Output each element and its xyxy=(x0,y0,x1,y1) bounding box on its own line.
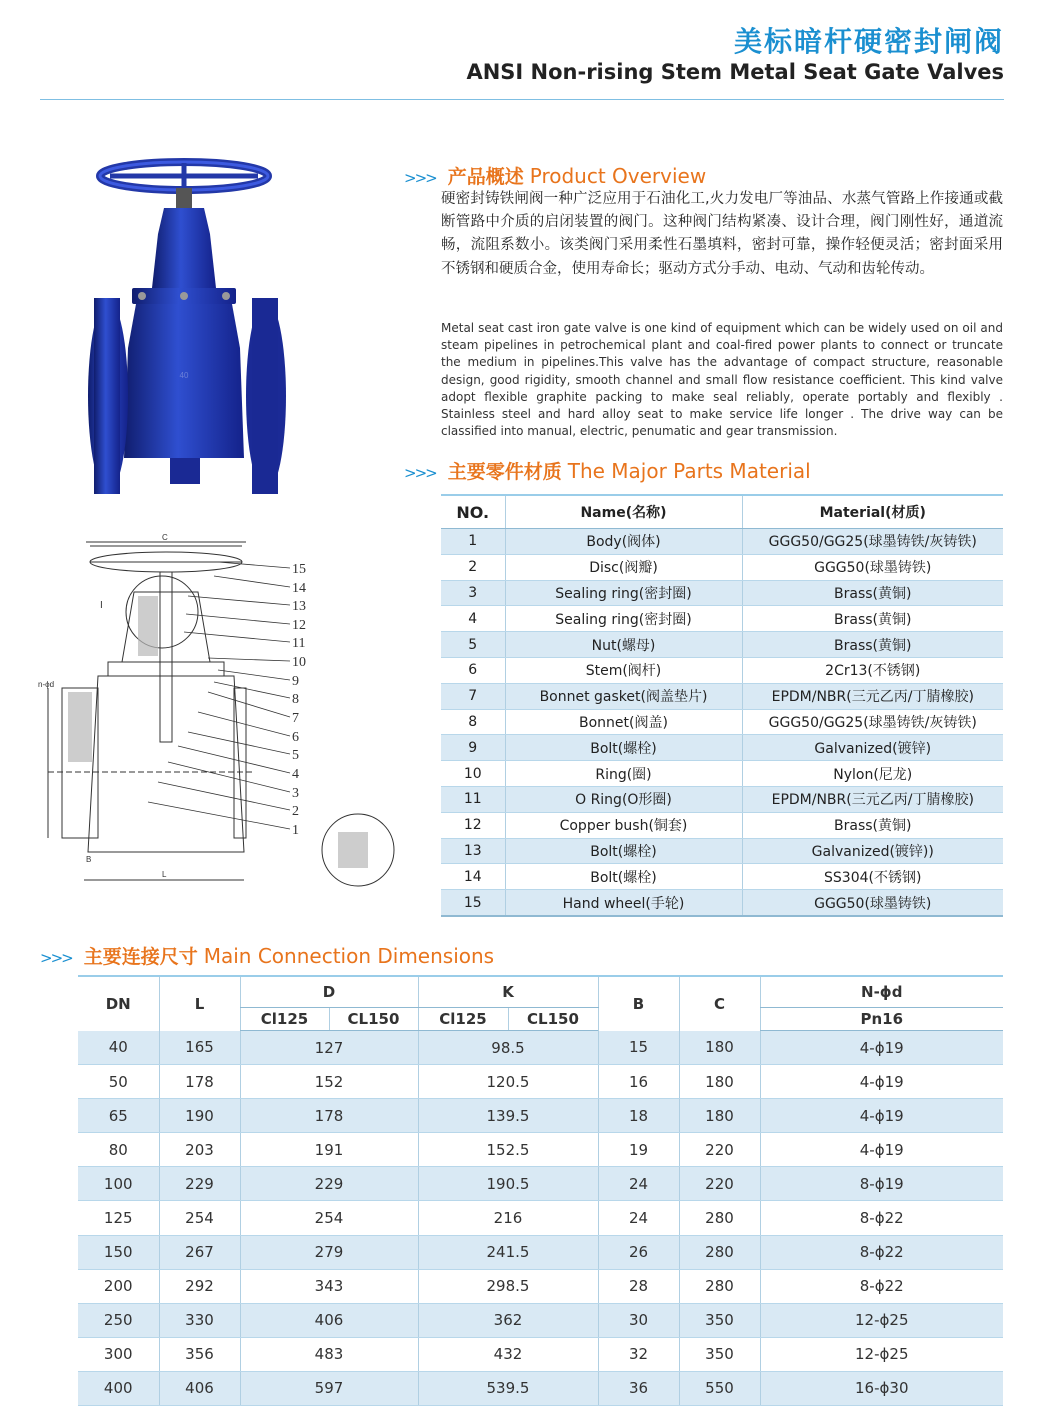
table-cell: GGG50/GG25(球墨铸铁/灰铸铁) xyxy=(742,709,1003,735)
table-cell: 152 xyxy=(240,1065,418,1099)
table-cell: 280 xyxy=(679,1201,760,1235)
parts-arrows-icon: >>> xyxy=(404,464,436,482)
table-cell: 15 xyxy=(441,890,505,916)
table-cell: 100 xyxy=(78,1167,159,1201)
table-cell: 150 xyxy=(78,1235,159,1269)
table-row xyxy=(78,1167,1003,1201)
table-cell: Nut(螺母) xyxy=(505,632,742,658)
table-cell: 26 xyxy=(598,1235,679,1269)
table-row xyxy=(78,1371,1003,1405)
dims-header-pn16: Pn16 xyxy=(760,1008,1003,1031)
drawing-label-10: 10 xyxy=(292,655,306,670)
table-cell: 254 xyxy=(240,1201,418,1235)
table-cell: Bolt(螺栓) xyxy=(505,864,742,890)
table-cell: Body(阀体) xyxy=(505,529,742,555)
drawing-label-1: 1 xyxy=(292,823,299,838)
table-cell: 65 xyxy=(78,1099,159,1133)
table-cell: Sealing ring(密封圈) xyxy=(505,580,742,606)
table-cell: 4 xyxy=(441,606,505,632)
table-row xyxy=(441,864,1003,890)
table-cell: 292 xyxy=(159,1269,240,1303)
table-cell: 180 xyxy=(679,1099,760,1133)
table-row xyxy=(441,890,1003,916)
dimensions-arrows-icon: >>> xyxy=(40,949,72,967)
table-cell: Bolt(螺栓) xyxy=(505,838,742,864)
table-cell: 24 xyxy=(598,1201,679,1235)
table-cell: 15 xyxy=(598,1031,679,1065)
table-cell: 6 xyxy=(441,657,505,683)
dims-header-c: C xyxy=(679,976,760,1031)
table-row xyxy=(441,812,1003,838)
overview-heading-en: Product Overview xyxy=(529,164,707,188)
table-cell: 4-ϕ19 xyxy=(760,1099,1003,1133)
dims-header-nd: N-ϕd xyxy=(760,976,1003,1008)
dimensions-heading-cn: 主要连接尺寸 xyxy=(83,946,198,968)
table-cell: 18 xyxy=(598,1099,679,1133)
table-cell: 191 xyxy=(240,1133,418,1167)
table-cell: 152.5 xyxy=(418,1133,598,1167)
table-cell: 180 xyxy=(679,1031,760,1065)
table-cell: Nylon(尼龙) xyxy=(742,761,1003,787)
table-cell: Ring(圈) xyxy=(505,761,742,787)
page-title-en: ANSI Non-rising Stem Metal Seat Gate Valves xyxy=(466,60,1004,84)
table-cell: 350 xyxy=(679,1337,760,1371)
table-cell: 14 xyxy=(441,864,505,890)
table-cell: Brass(黄铜) xyxy=(742,580,1003,606)
table-cell: 165 xyxy=(159,1031,240,1065)
drawing-detail-marker: I xyxy=(100,600,103,611)
table-cell: 203 xyxy=(159,1133,240,1167)
table-cell: 9 xyxy=(441,735,505,761)
table-row xyxy=(441,709,1003,735)
table-cell: 8-ϕ22 xyxy=(760,1235,1003,1269)
table-row xyxy=(441,606,1003,632)
table-cell: 30 xyxy=(598,1303,679,1337)
drawing-label-8: 8 xyxy=(292,692,299,707)
table-cell: 279 xyxy=(240,1235,418,1269)
table-cell: Bonnet gasket(阀盖垫片) xyxy=(505,683,742,709)
table-cell: Brass(黄铜) xyxy=(742,812,1003,838)
table-row xyxy=(441,632,1003,658)
table-cell: 80 xyxy=(78,1133,159,1167)
drawing-label-4: 4 xyxy=(292,767,299,782)
parts-header-no: NO. xyxy=(441,495,505,529)
dims-header-k-cl150: CL150 xyxy=(508,1008,598,1031)
drawing-label-13: 13 xyxy=(292,599,306,614)
table-cell: SS304(不锈钢) xyxy=(742,864,1003,890)
dimensions-table xyxy=(78,975,1003,1406)
table-row xyxy=(441,786,1003,812)
drawing-label-3: 3 xyxy=(292,786,299,801)
parts-header-name: Name(名称) xyxy=(505,495,742,529)
drawing-dim-c: C xyxy=(162,533,168,542)
table-cell: 200 xyxy=(78,1269,159,1303)
table-cell: 330 xyxy=(159,1303,240,1337)
table-cell: 2 xyxy=(441,554,505,580)
table-cell: 125 xyxy=(78,1201,159,1235)
table-cell: 120.5 xyxy=(418,1065,598,1099)
dims-header-k: K xyxy=(418,976,598,1008)
table-cell: 12 xyxy=(441,812,505,838)
dims-header-d-cl125: Cl125 xyxy=(240,1008,329,1031)
table-cell: Bolt(螺栓) xyxy=(505,735,742,761)
table-cell: 40 xyxy=(78,1031,159,1065)
table-cell: 406 xyxy=(159,1371,240,1405)
table-row xyxy=(441,580,1003,606)
table-cell: EPDM/NBR(三元乙丙/丁腈橡胶) xyxy=(742,786,1003,812)
table-cell: 241.5 xyxy=(418,1235,598,1269)
drawing-dim-l: L xyxy=(162,870,167,879)
table-row xyxy=(78,1133,1003,1167)
drawing-label-2: 2 xyxy=(292,804,299,819)
dims-header-k-cl125: Cl125 xyxy=(418,1008,508,1031)
drawing-label-6: 6 xyxy=(292,730,299,745)
table-cell: 11 xyxy=(441,786,505,812)
table-cell: Galvanized(镀锌) xyxy=(742,735,1003,761)
table-cell: O Ring(O形圈) xyxy=(505,786,742,812)
table-row xyxy=(78,1201,1003,1235)
table-row xyxy=(441,529,1003,555)
table-cell: 216 xyxy=(418,1201,598,1235)
header-divider xyxy=(40,99,1004,100)
table-cell: 190 xyxy=(159,1099,240,1133)
table-row xyxy=(78,1031,1003,1065)
table-cell: 10 xyxy=(441,761,505,787)
drawing-label-7: 7 xyxy=(292,711,299,726)
table-cell: 2Cr13(不锈钢) xyxy=(742,657,1003,683)
table-cell: 362 xyxy=(418,1303,598,1337)
table-cell: 4-ϕ19 xyxy=(760,1031,1003,1065)
parts-heading-en: The Major Parts Material xyxy=(567,459,811,483)
table-cell: 178 xyxy=(240,1099,418,1133)
table-cell: 36 xyxy=(598,1371,679,1405)
table-row xyxy=(78,1303,1003,1337)
table-cell: 597 xyxy=(240,1371,418,1405)
table-cell: 350 xyxy=(679,1303,760,1337)
table-cell: 539.5 xyxy=(418,1371,598,1405)
table-cell: 28 xyxy=(598,1269,679,1303)
svg-text:40: 40 xyxy=(179,371,189,380)
table-row xyxy=(441,683,1003,709)
table-cell: Brass(黄铜) xyxy=(742,606,1003,632)
table-cell: 32 xyxy=(598,1337,679,1371)
table-cell: 280 xyxy=(679,1235,760,1269)
table-cell: 406 xyxy=(240,1303,418,1337)
table-cell: Bonnet(阀盖) xyxy=(505,709,742,735)
table-row xyxy=(441,554,1003,580)
table-cell: 483 xyxy=(240,1337,418,1371)
table-cell: 16-ϕ30 xyxy=(760,1371,1003,1405)
table-cell: 19 xyxy=(598,1133,679,1167)
table-cell: 24 xyxy=(598,1167,679,1201)
table-cell: Brass(黄铜) xyxy=(742,632,1003,658)
table-cell: 3 xyxy=(441,580,505,606)
dimensions-heading-en: Main Connection Dimensions xyxy=(203,944,495,968)
valve-section-drawing xyxy=(38,532,416,894)
overview-text-cn: 硬密封铸铁闸阀一种广泛应用于石油化工,火力发电厂等油品、水蒸气管路上作接通或截断管路中介质的启闭装置的阀门。这种阀门结构紧凑、设计合理，阀门刚性好，通道流畅，流阻系数小。该类阀门采用柔性石墨填料，密封可靠，操作轻便灵活；密封面采用不锈钢和硬质合金，使用寿命长；驱动方式分手动、电动、气动和齿轮传动。 xyxy=(441,191,1003,277)
table-cell: EPDM/NBR(三元乙丙/丁腈橡胶) xyxy=(742,683,1003,709)
dims-header-l: L xyxy=(159,976,240,1031)
table-cell: 356 xyxy=(159,1337,240,1371)
parts-heading xyxy=(404,457,811,484)
table-cell: GGG50/GG25(球墨铸铁/灰铸铁) xyxy=(742,529,1003,555)
table-cell: 298.5 xyxy=(418,1269,598,1303)
table-cell: GGG50(球墨铸铁) xyxy=(742,890,1003,916)
table-cell: 229 xyxy=(240,1167,418,1201)
table-cell: 8-ϕ22 xyxy=(760,1269,1003,1303)
dims-header-dn: DN xyxy=(78,976,159,1031)
dims-header-d: D xyxy=(240,976,418,1008)
table-cell: 550 xyxy=(679,1371,760,1405)
overview-arrows-icon: >>> xyxy=(404,169,436,187)
table-cell: Galvanized(镀锌)) xyxy=(742,838,1003,864)
drawing-label-15: 15 xyxy=(292,562,306,577)
dims-header-b: B xyxy=(598,976,679,1031)
table-row xyxy=(441,761,1003,787)
page-title-cn: 美标暗杆硬密封闸阀 xyxy=(733,25,1004,58)
overview-text-en: Metal seat cast iron gate valve is one kind of equipment which can be widely used on oil and steam pipelines in petrochemical plant and coal-fired power plants to connect or truncate the medium in pipelines.This valve has the advantage of compact structure, reasonable design, good rigidity, smooth channel and small flow resistance coefficient. This kind valve adopt flexible graphite packing to make seal reliably, operate portably and flexibly . Stainless steel and hard alloy seat to make service life longer . The drive way can be classified into manual, electric, penumatic and gear transmission. xyxy=(441,321,1003,439)
dimensions-heading xyxy=(40,942,494,969)
table-cell: 190.5 xyxy=(418,1167,598,1201)
valve-photo xyxy=(80,158,292,514)
table-row xyxy=(441,735,1003,761)
table-cell: 178 xyxy=(159,1065,240,1099)
table-cell: 180 xyxy=(679,1065,760,1099)
table-cell: 12-ϕ25 xyxy=(760,1303,1003,1337)
parts-heading-cn: 主要零件材质 xyxy=(447,461,562,483)
table-cell: 16 xyxy=(598,1065,679,1099)
table-cell: 98.5 xyxy=(418,1031,598,1065)
table-cell: 267 xyxy=(159,1235,240,1269)
table-cell: 4-ϕ19 xyxy=(760,1065,1003,1099)
drawing-label-14: 14 xyxy=(292,581,306,596)
table-cell: GGG50(球墨铸铁) xyxy=(742,554,1003,580)
table-cell: 343 xyxy=(240,1269,418,1303)
table-row xyxy=(441,657,1003,683)
table-cell: 1 xyxy=(441,529,505,555)
table-row xyxy=(78,1269,1003,1303)
drawing-label-12: 12 xyxy=(292,618,306,633)
table-cell: 5 xyxy=(441,632,505,658)
table-cell: 8-ϕ22 xyxy=(760,1201,1003,1235)
drawing-dim-nd: n-ϕd xyxy=(38,680,55,689)
table-cell: 432 xyxy=(418,1337,598,1371)
table-cell: Stem(阀杆) xyxy=(505,657,742,683)
table-row xyxy=(441,838,1003,864)
table-cell: 8 xyxy=(441,709,505,735)
table-row xyxy=(78,1337,1003,1371)
table-cell: 50 xyxy=(78,1065,159,1099)
table-row xyxy=(78,1235,1003,1269)
table-row xyxy=(78,1065,1003,1099)
table-cell: 139.5 xyxy=(418,1099,598,1133)
table-cell: 400 xyxy=(78,1371,159,1405)
parts-table xyxy=(441,494,1003,917)
overview-heading xyxy=(404,162,706,189)
table-cell: 280 xyxy=(679,1269,760,1303)
table-cell: 12-ϕ25 xyxy=(760,1337,1003,1371)
parts-header-material: Material(材质) xyxy=(742,495,1003,529)
table-cell: 229 xyxy=(159,1167,240,1201)
table-cell: Disc(阀瓣) xyxy=(505,554,742,580)
overview-heading-cn: 产品概述 xyxy=(447,166,524,188)
table-cell: 300 xyxy=(78,1337,159,1371)
drawing-label-5: 5 xyxy=(292,748,299,763)
table-cell: Sealing ring(密封圈) xyxy=(505,606,742,632)
table-cell: 127 xyxy=(240,1031,418,1065)
table-cell: 13 xyxy=(441,838,505,864)
table-cell: Copper bush(铜套) xyxy=(505,812,742,838)
table-cell: Hand wheel(手轮) xyxy=(505,890,742,916)
drawing-label-9: 9 xyxy=(292,674,299,689)
table-cell: 8-ϕ19 xyxy=(760,1167,1003,1201)
table-cell: 250 xyxy=(78,1303,159,1337)
table-row xyxy=(78,1099,1003,1133)
dims-header-d-cl150: CL150 xyxy=(329,1008,418,1031)
drawing-label-11: 11 xyxy=(292,636,306,651)
table-cell: 7 xyxy=(441,683,505,709)
drawing-dim-b: B xyxy=(86,855,92,864)
table-cell: 4-ϕ19 xyxy=(760,1133,1003,1167)
table-cell: 220 xyxy=(679,1167,760,1201)
table-cell: 254 xyxy=(159,1201,240,1235)
table-cell: 220 xyxy=(679,1133,760,1167)
